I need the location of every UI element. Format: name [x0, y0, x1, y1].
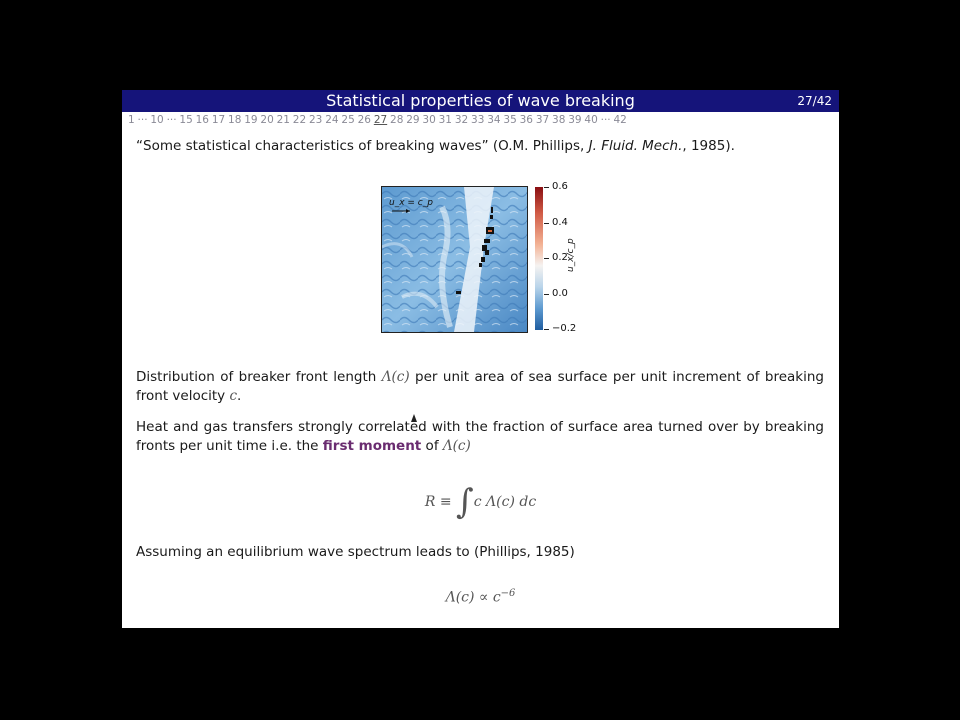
quote-year: , 1985).	[682, 138, 735, 154]
colorbar-tick-label: 0.6	[552, 181, 568, 192]
colorbar-tick	[544, 187, 549, 188]
mouse-cursor-icon	[411, 414, 417, 422]
slide-title-bar	[122, 90, 839, 112]
nav-pages-after[interactable]: 28 29 30 31 32 33 34 35 36 37 38 39 40 ··· 42	[390, 114, 627, 126]
eq2-exponent: −6	[500, 588, 516, 599]
colorbar	[535, 187, 543, 330]
p1-text-c: .	[237, 388, 242, 404]
slide-title: Statistical properties of wave breaking	[326, 91, 635, 110]
quote-text: “Some statistical characteristics of breaking waves” (O.M. Phillips,	[136, 138, 589, 154]
colorbar-tick	[544, 223, 549, 224]
nav-pages-before[interactable]: 1 ··· 10 ··· 15 16 17 18 19 20 21 22 23 24 25 26	[128, 114, 371, 126]
colorbar-tick	[544, 329, 549, 330]
p2-math: Λ(c)	[442, 438, 471, 454]
slide	[122, 90, 839, 628]
eq1-lhs: R ≡	[424, 494, 457, 510]
video-top-band	[0, 0, 960, 90]
p1-math-c: c	[229, 388, 238, 404]
paragraph-equilibrium: Assuming an equilibrium wave spectrum leads to (Phillips, 1985)	[136, 544, 575, 560]
figure-annotation: u_x = c_p	[389, 198, 433, 208]
paragraph-heat-transfer	[136, 418, 824, 456]
slide-navigation[interactable]	[128, 114, 627, 126]
equation-first-moment	[122, 482, 839, 522]
colorbar-tick-label: 0.2	[552, 252, 568, 263]
p2-text-b: of	[421, 438, 443, 454]
colorbar-tick-label: 0.0	[552, 288, 568, 299]
equation-power-law	[122, 588, 839, 606]
breaking-wave-figure	[381, 186, 528, 333]
journal-name: J. Fluid. Mech.	[588, 138, 683, 154]
paragraph-distribution	[136, 368, 824, 406]
p1-text-b: per unit area of sea surface per unit increment of breaking front velocity	[136, 369, 824, 404]
first-moment-emphasis: first moment	[322, 438, 422, 454]
colorbar-tick	[544, 258, 549, 259]
velocity-field-image	[382, 187, 527, 332]
p1-math: Λ(c)	[381, 369, 410, 385]
reference-quote	[136, 138, 735, 154]
colorbar-tick-label: −0.2	[552, 323, 577, 334]
eq2-lhs: Λ(c) ∝ c	[445, 589, 501, 606]
p1-text-a: Distribution of breaker front length	[136, 369, 382, 385]
p2-text-a: Heat and gas transfers strongly correlated with the fraction of surface area turned over by breaking fronts per unit time i.e. the	[136, 419, 824, 454]
colorbar-tick	[544, 294, 549, 295]
colorbar-axis-label: u_x/c_p	[566, 238, 576, 272]
page-counter: 27/42	[797, 94, 832, 108]
eq1-rhs: c Λ(c) dc	[473, 494, 537, 510]
nav-current-page[interactable]: 27	[373, 114, 388, 126]
colorbar-tick-label: 0.4	[552, 217, 568, 228]
integral-symbol: ∫	[456, 482, 474, 522]
